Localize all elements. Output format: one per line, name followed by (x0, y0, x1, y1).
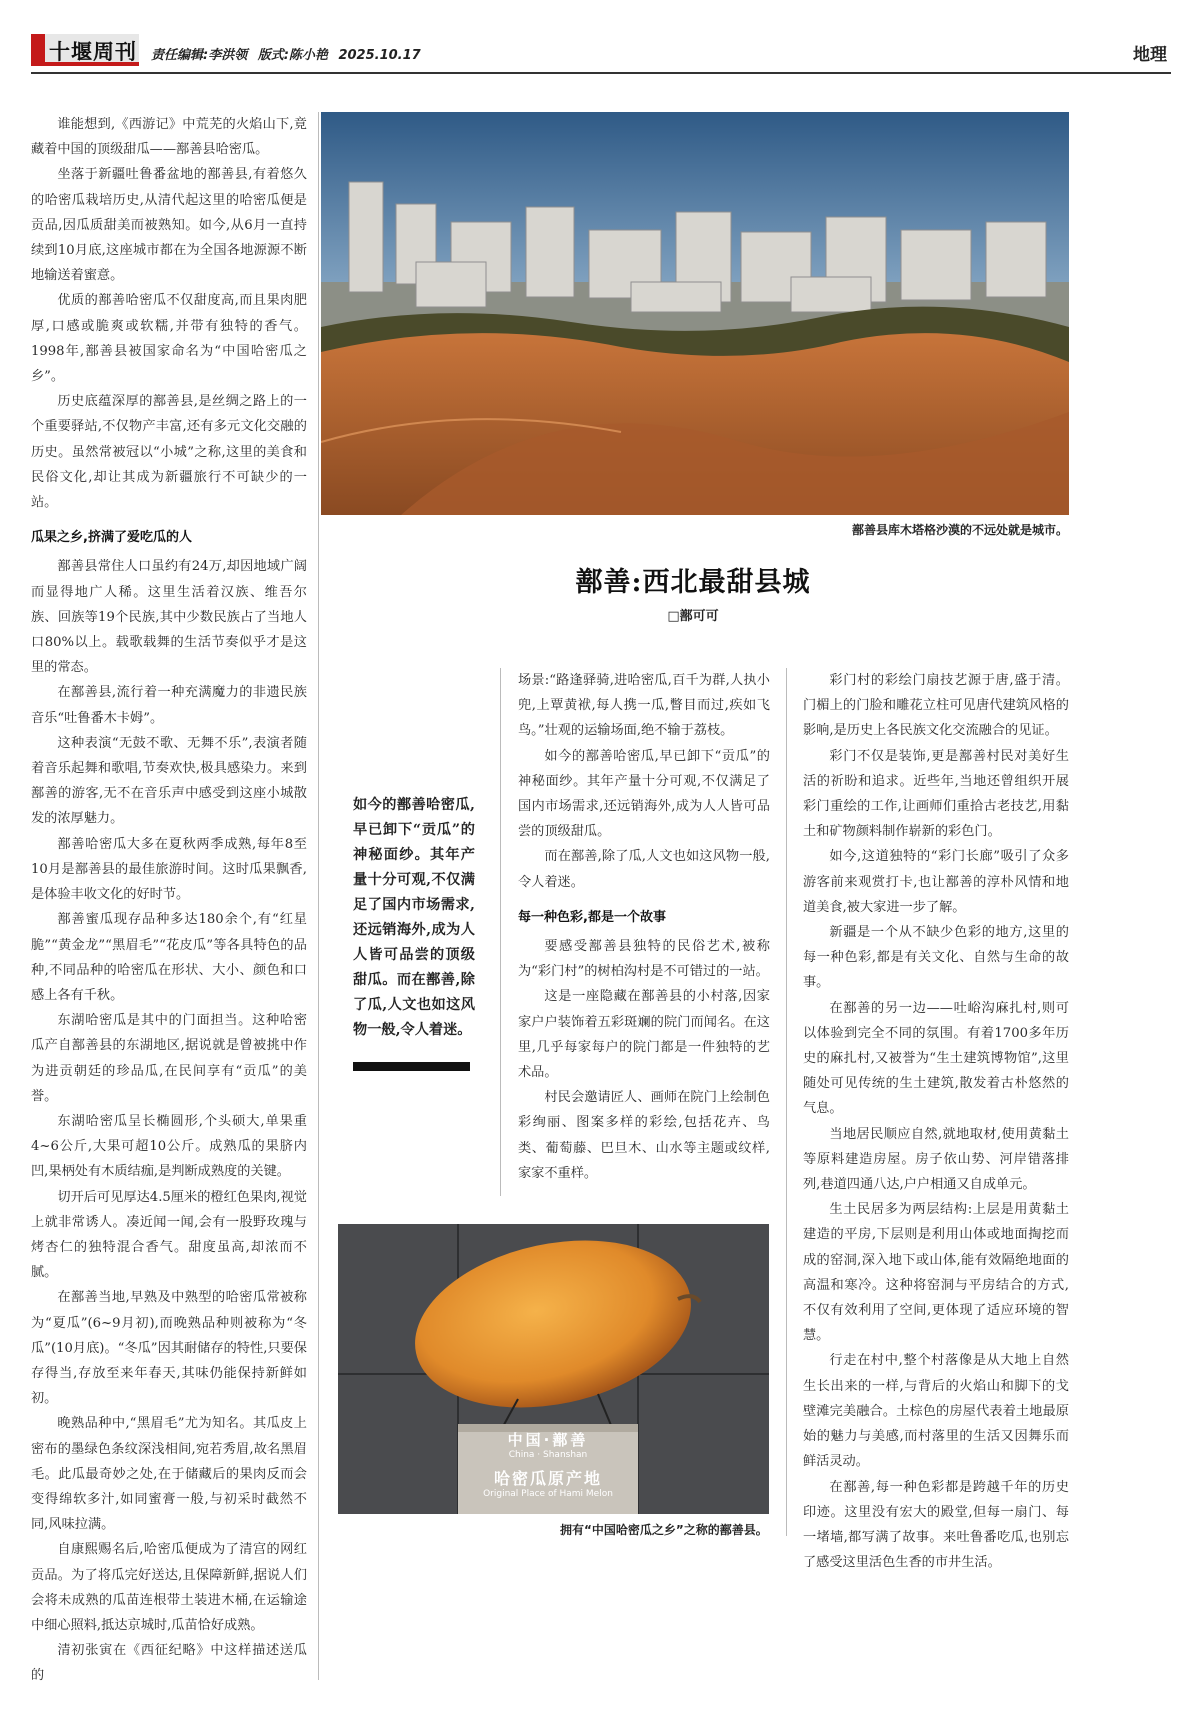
article-title: 鄯善:西北最甜县城 (575, 567, 811, 598)
subheading: 每一种色彩,都是一个故事 (518, 909, 666, 925)
paragraph: 当地居民顺应自然,就地取材,使用黄黏土等原料建造房屋。房子依山势、河岸错落排列,巷道四通八达,户户相通又自成单元。 (803, 1126, 1069, 1193)
column-divider (786, 668, 787, 1536)
column-divider (500, 668, 501, 1196)
photo-caption-top: 鄯善县库木塔格沙漠的不远处就是城市。 (852, 523, 1069, 537)
paragraph: 彩门村的彩绘门扇技艺源于唐,盛于清。门楣上的门脸和雕花立柱可见唐代建筑风格的影响,是历史上各民族文化交流融合的见证。 (803, 673, 1069, 739)
paragraph: 历史底蕴深厚的鄯善县,是丝绸之路上的一个重要驿站,不仅物产丰富,还有多元文化交融的历史。虽然常被冠以“小城”之称,这里的美食和民俗文化,却让其成为新疆旅行不可缺少的一站。 (31, 394, 307, 511)
paragraph: 新疆是一个从不缺少色彩的地方,这里的每一种色彩,都是有关文化、自然与生命的故事。 (803, 925, 1069, 991)
paragraph: 在鄯善县,流行着一种充满魔力的非遗民族音乐“吐鲁番木卡姆”。 (31, 685, 307, 726)
paragraph: 晚熟品种中,“黑眉毛”尤为知名。其瓜皮上密布的墨绿色条纹深浅相间,宛若秀眉,故名黑眉毛。此瓜最奇妙之处,在于储藏后的果肉反而会变得绵软多汁,如同蜜膏一般,与初采时截然不同,风味拉满。 (31, 1416, 307, 1533)
desert-city-photo (321, 112, 1069, 515)
paragraph: 如今,这道独特的“彩门长廊”吸引了众多游客前来观赏打卡,也让鄯善的淳朴风情和地道美食,被大家进一步了解。 (803, 849, 1069, 915)
paragraph: 场景:“路逢驿骑,进哈密瓜,百千为群,人执小兜,上覃黄袱,每人携一瓜,瞥目而过,疾如飞鸟。”壮观的运输场面,绝不输于荔枝。 (518, 673, 770, 739)
paragraph: 鄯善蜜瓜现存品种多达180余个,有“红星脆”“黄金龙”“黑眉毛”“花皮瓜”等各具特色的品种,不同品种的哈密瓜在形状、大小、颜色和口感上各有千秋。 (31, 912, 307, 1003)
paragraph: 切开后可见厚达4.5厘米的橙红色果肉,视觉上就非常诱人。凑近闻一闻,会有一股野玫瑰与烤杏仁的独特混合香气。甜度虽高,却浓而不腻。 (31, 1189, 307, 1281)
logo-text: 十堰周刊 (49, 40, 137, 64)
paragraph: 坐落于新疆吐鲁番盆地的鄯善县,有着悠久的哈密瓜栽培历史,从清代起这里的哈密瓜便是贡品,因瓜质甜美而被熟知。如今,从6月一直持续到10月底,这座城市都在为全国各地源源不断地输送着蜜意。 (31, 167, 307, 284)
paragraph: 优质的鄯善哈密瓜不仅甜度高,而且果肉肥厚,口感或脆爽或软糯,并带有独特的香气。1998年,鄯善县被国家命名为“中国哈密瓜之乡”。 (31, 293, 307, 385)
paragraph: 谁能想到,《西游记》中荒芜的火焰山下,竟藏着中国的顶级甜瓜——鄯善县哈密瓜。 (31, 117, 307, 158)
paragraph: 自康熙赐名后,哈密瓜便成为了清宫的网红贡品。为了将瓜完好送达,且保障新鲜,据说人们会将未成熟的瓜苗连根带土装进木桶,在运输途中细心照料,抵达京城时,瓜苗恰好成熟。 (31, 1542, 307, 1633)
article-author: □鄯可可 (667, 609, 719, 624)
editor-line (151, 44, 427, 63)
pull-quote-bar (353, 1062, 470, 1071)
melon-sculpture-photo (338, 1224, 769, 1514)
newspaper-logo (31, 34, 139, 66)
issue-date: 2025.10.17 (338, 48, 421, 63)
sign-line-4: Original Place of Hami Melon (483, 1489, 613, 1499)
section-label: 地理 (1133, 45, 1167, 65)
paragraph: 这种表演“无鼓不歌、无舞不乐”,表演者随着音乐起舞和歌唱,节奏欢快,极具感染力。来到鄯善的游客,无不在音乐声中感受到这座小城散发的浓厚魅力。 (31, 735, 307, 827)
logo-stripe (31, 34, 45, 62)
photo-caption-bottom: 拥有“中国哈密瓜之乡”之称的鄯善县。 (560, 1523, 768, 1537)
paragraph: 而在鄯善,除了瓜,人文也如这风物一般,令人着迷。 (518, 849, 770, 890)
article-column-2 (518, 668, 770, 1186)
paragraph: 这是一座隐藏在鄯善县的小村落,因家家户户装饰着五彩斑斓的院门而闻名。在这里,几乎每家每户的院门都是一件独特的艺术品。 (518, 989, 770, 1081)
paragraph: 鄯善县常住人口虽约有24万,却因地域广阔而显得地广人稀。这里生活着汉族、维吾尔族、回族等19个民族,其中少数民族占了当地人口80%以上。载歌载舞的生活节奏似乎才是这里的常态。 (31, 559, 307, 676)
paragraph: 鄯善哈密瓜大多在夏秋两季成熟,每年8至10月是鄯善县的最佳旅游时间。这时瓜果飘香,是体验丰收文化的好时节。 (31, 836, 307, 903)
paragraph: 如今的鄯善哈密瓜,早已卸下“贡瓜”的神秘面纱。其年产量十分可观,不仅满足了国内市场需求,还远销海外,成为人人皆可品尝的顶级甜瓜。 (518, 748, 770, 840)
header-rule (31, 72, 1171, 74)
subheading: 瓜果之乡,挤满了爱吃瓜的人 (31, 530, 192, 546)
sign-line-2: China · Shanshan (508, 1450, 588, 1460)
editor-credit: 责任编辑:李洪领 (151, 48, 248, 63)
paragraph: 东湖哈密瓜是其中的门面担当。这种哈密瓜产自鄯善县的东湖地区,据说就是曾被挑中作为进贡朝廷的珍品瓜,在民间享有“贡瓜”的美誉。 (31, 1013, 307, 1104)
column-divider (318, 112, 319, 1680)
masthead (31, 30, 1171, 72)
paragraph: 在鄯善的另一边——吐峪沟麻扎村,则可以体验到完全不同的氛围。有着1700多年历史的麻扎村,又被誉为“生土建筑博物馆”,这里随处可见传统的生土建筑,散发着古朴悠然的气息。 (803, 1000, 1069, 1117)
paragraph: 在鄯善当地,早熟及中熟型的哈密瓜常被称为“夏瓜”(6~9月初),而晚熟品种则被称为“冬瓜”(10月底)。“冬瓜”因其耐储存的特性,只要保存得当,存放至来年春天,其味仍能保持新鲜如初。 (31, 1290, 307, 1407)
paragraph: 清初张寅在《西征纪略》中这样描述送瓜的 (31, 1643, 307, 1684)
layout-credit: 版式:陈小艳 (257, 48, 328, 63)
sign-line-1: 中国·鄯善 (507, 1431, 589, 1449)
paragraph: 彩门不仅是装饰,更是鄯善村民对美好生活的祈盼和追求。近些年,当地还曾组织开展彩门重绘的工作,让画师们重拾古老技艺,用黏土和矿物颜料制作崭新的彩色门。 (803, 748, 1069, 840)
desert-city-illustration (321, 112, 1069, 515)
sign-line-3: 哈密瓜原产地 (493, 1469, 602, 1488)
pull-quote: 如今的鄯善哈密瓜,早已卸下“贡瓜”的神秘面纱。其年产量十分可观,不仅满足了国内市场需求,还远销海外,成为人人皆可品尝的顶级甜瓜。而在鄯善,除了瓜,人文也如这风物一般,令人着迷。 (353, 797, 475, 1038)
origin-sign (458, 1429, 638, 1499)
paragraph: 村民会邀请匠人、画师在院门上绘制色彩绚丽、图案多样的彩绘,包括花卉、鸟类、葡萄藤、巴旦木、山水等主题或纹样,家家不重样。 (518, 1090, 770, 1181)
article-column-3 (803, 668, 1069, 1575)
article-column-1 (31, 112, 307, 1689)
paragraph: 生土民居多为两层结构:上层是用黄黏土建造的平房,下层则是利用山体或地面掏挖而成的窑洞,深入地下或山体,能有效隔绝地面的高温和寒冷。这种将窑洞与平房结合的方式,不仅有效利用了空间,更体现了适应环境的智慧。 (803, 1202, 1069, 1344)
paragraph: 行走在村中,整个村落像是从大地上自然生长出来的一样,与背后的火焰山和脚下的戈壁滩完美融合。土棕色的房屋代表着土地最原始的魅力与美感,而村落里的生活又因舞乐而鲜活灵动。 (803, 1353, 1069, 1470)
paragraph: 东湖哈密瓜呈长椭圆形,个头硕大,单果重4~6公斤,大果可超10公斤。成熟瓜的果脐内凹,果柄处有木质结痂,是判断成熟度的关键。 (31, 1113, 307, 1180)
paragraph: 要感受鄯善县独特的民俗艺术,被称为“彩门村”的树柏沟村是不可错过的一站。 (518, 939, 770, 980)
paragraph: 在鄯善,每一种色彩都是跨越千年的历史印迹。这里没有宏大的殿堂,但每一扇门、每一堵墙,都写满了故事。来吐鲁番吃瓜,也别忘了感受这里活色生香的市井生活。 (803, 1479, 1069, 1571)
